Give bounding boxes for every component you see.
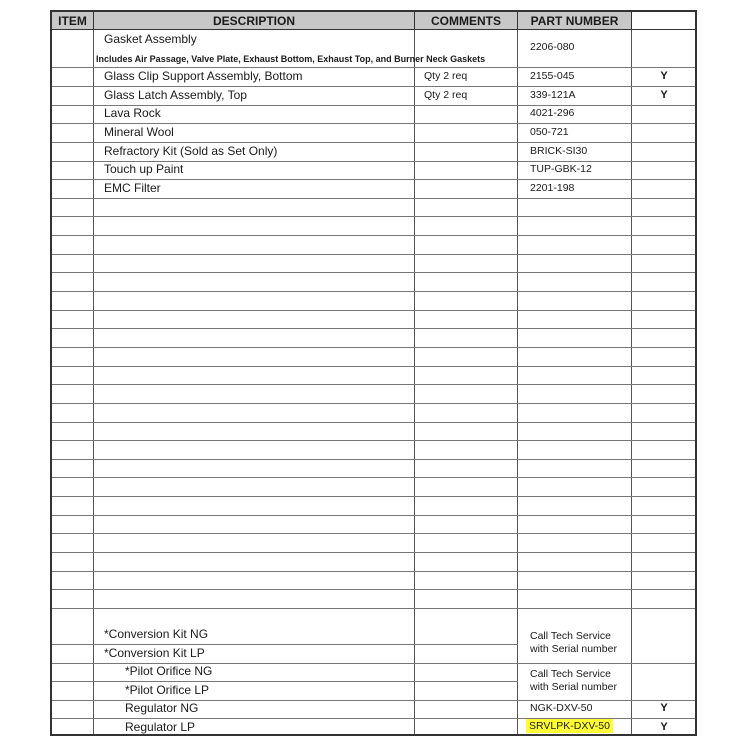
description-cell: *Pilot Orifice NG: [125, 664, 213, 678]
description-cell: Mineral Wool: [104, 125, 174, 139]
description-cell: Refractory Kit (Sold as Set Only): [104, 144, 278, 158]
description-cell: EMC Filter: [104, 181, 161, 195]
header-item: ITEM: [52, 12, 94, 30]
call-tech-note: Call Tech Service: [530, 668, 611, 680]
row-divider: [52, 254, 695, 255]
row-divider: [52, 384, 695, 385]
call-tech-note: with Serial number: [530, 681, 617, 693]
row-divider: [52, 571, 695, 572]
part-number-cell: 4021-296: [530, 107, 575, 119]
row-divider: [52, 310, 695, 311]
comments-cell: Qty 2 req: [424, 70, 468, 82]
call-tech-note: Call Tech Service: [530, 630, 611, 642]
description-cell: *Conversion Kit NG: [104, 627, 209, 641]
row-divider: [52, 198, 695, 199]
part-number-cell: 2155-045: [530, 70, 575, 82]
flag-cell: Y: [660, 70, 668, 82]
part-number-cell: BRICK-SI30: [530, 145, 588, 157]
row-divider: [52, 422, 695, 423]
description-cell: *Conversion Kit LP: [104, 646, 205, 660]
parts-list-table: [50, 10, 697, 736]
row-divider: [52, 608, 695, 609]
flag-cell: Y: [660, 721, 668, 733]
row-divider: [52, 589, 695, 590]
row-divider: [52, 86, 695, 87]
description-cell: Regulator LP: [125, 720, 196, 734]
row-divider: [52, 496, 695, 497]
part-number-cell: 2206-080: [530, 41, 575, 53]
row-divider: [52, 347, 695, 348]
row-divider: [52, 142, 695, 143]
column-divider: [414, 30, 415, 734]
row-divider: [52, 477, 695, 478]
flag-cell: Y: [660, 702, 668, 714]
row-divider: [52, 366, 695, 367]
row-divider: [52, 644, 518, 645]
row-divider: [52, 440, 695, 441]
row-divider: [52, 403, 695, 404]
part-number-cell: 339-121A: [530, 89, 576, 101]
part-number-cell: TUP-GBK-12: [530, 163, 592, 175]
description-cell: *Pilot Orifice LP: [125, 683, 210, 697]
row-divider: [52, 67, 695, 68]
description-cell: Glass Latch Assembly, Top: [104, 88, 247, 102]
comments-cell: Qty 2 req: [424, 89, 468, 101]
row-divider: [52, 123, 695, 124]
description-cell: Regulator NG: [125, 701, 199, 715]
header-flag: [632, 12, 695, 30]
row-divider: [52, 533, 695, 534]
header-part-number: PART NUMBER: [518, 12, 632, 30]
row-divider: [52, 515, 695, 516]
description-cell: Touch up Paint: [104, 162, 184, 176]
description-cell: Lava Rock: [104, 106, 161, 120]
row-divider: [52, 272, 695, 273]
flag-cell: Y: [660, 89, 668, 101]
row-divider: [52, 179, 695, 180]
row-divider: [52, 291, 695, 292]
part-number-cell: 050-721: [530, 126, 569, 138]
row-divider: [52, 459, 695, 460]
column-divider: [631, 30, 632, 734]
part-number-cell: 2201-198: [530, 182, 575, 194]
description-cell: Gasket Assembly: [104, 32, 197, 46]
description-cell: Glass Clip Support Assembly, Bottom: [104, 69, 303, 83]
part-number-cell: NGK-DXV-50: [530, 702, 593, 714]
row-divider: [52, 681, 518, 682]
row-divider: [52, 216, 695, 217]
call-tech-note: with Serial number: [530, 643, 617, 655]
highlighted-part-number: SRVLPK-DXV-50: [526, 719, 613, 733]
row-divider: [52, 552, 695, 553]
column-divider: [517, 30, 518, 734]
header-comments: COMMENTS: [415, 12, 518, 30]
description-note: Includes Air Passage, Valve Plate, Exhaust Bottom, Exhaust Top, and Burner Neck Gaskets: [96, 54, 486, 64]
row-divider: [52, 328, 695, 329]
column-divider: [93, 30, 94, 734]
header-description: DESCRIPTION: [94, 12, 415, 30]
row-divider: [52, 235, 695, 236]
